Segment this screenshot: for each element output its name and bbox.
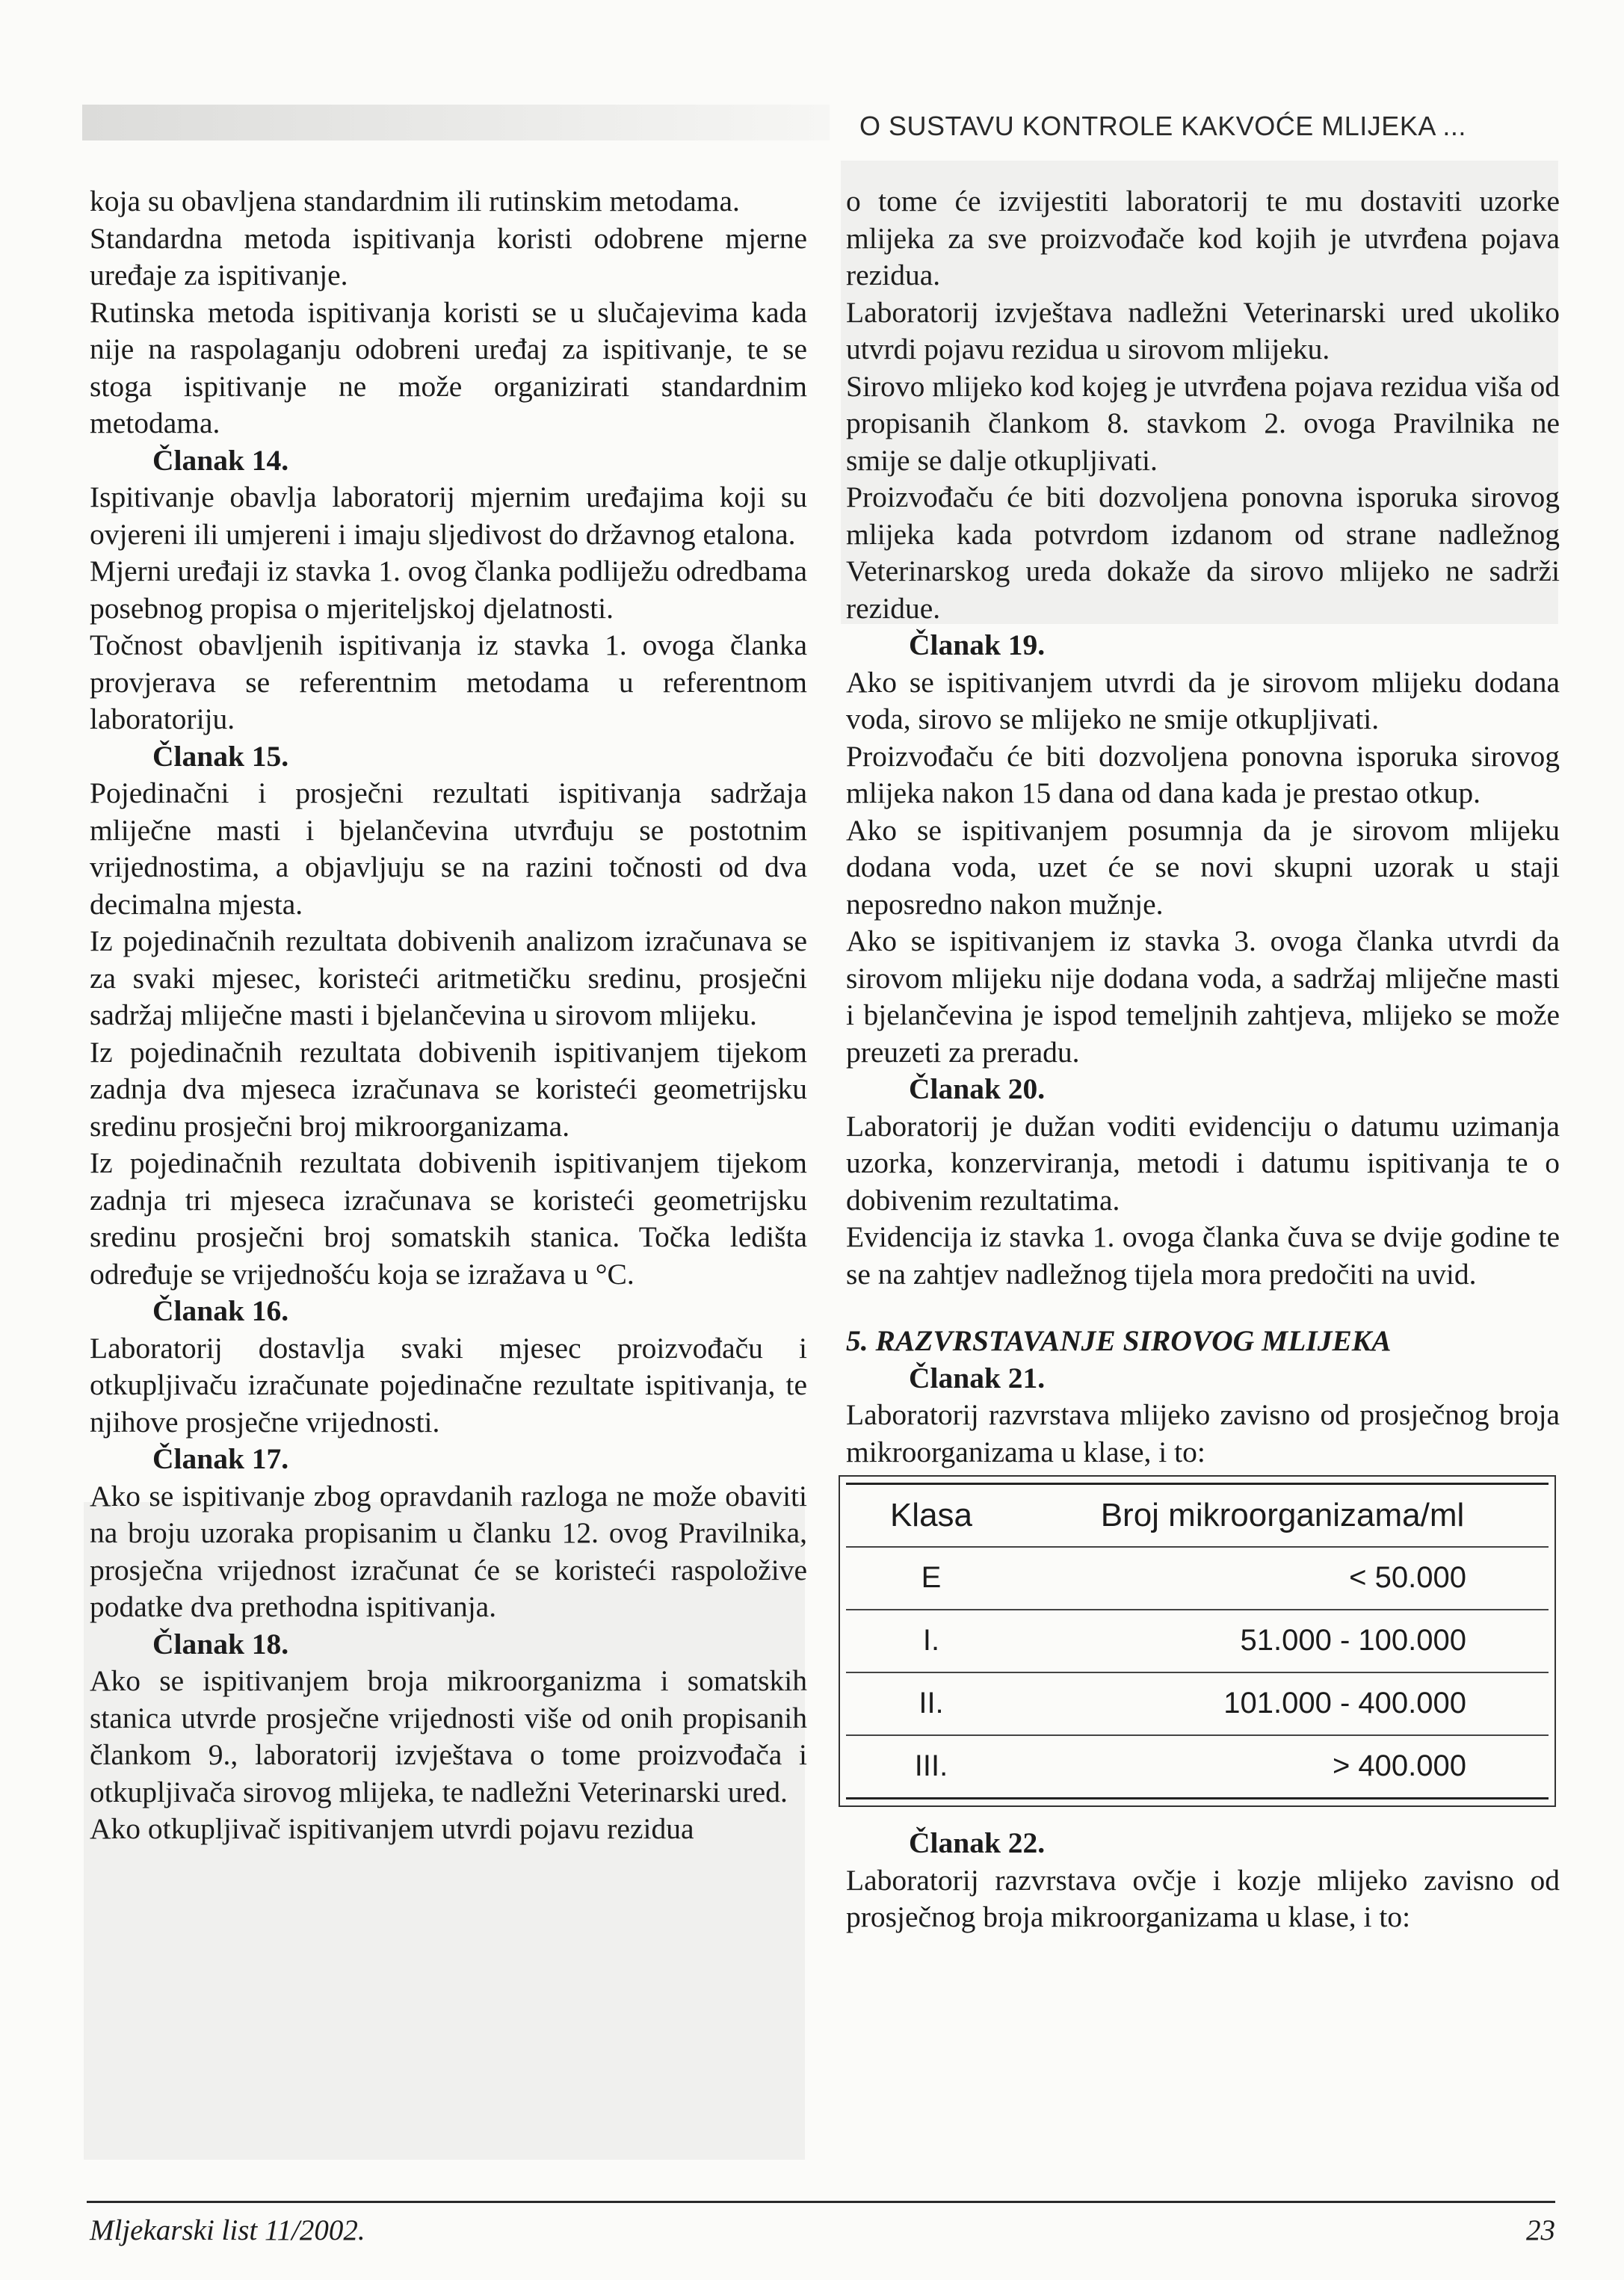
- right-column: [846, 183, 1560, 1936]
- left-column: [90, 183, 807, 1848]
- table-row: [846, 1610, 1549, 1672]
- paragraph: Proizvođaču će biti dozvoljena ponovna isporuka sirovog mlijeka nakon 15 dana od dana kada je prestao otkup.: [846, 739, 1560, 809]
- milk-class-table: [846, 1483, 1549, 1799]
- paragraph: Iz pojedinačnih rezultata dobivenih analizom izračunava se za svaki mjesec, koristeći aritmetičku sredinu, prosječni sadržaj mliječne masti i bjelančevina u sirovom mlijeku.: [90, 924, 807, 1031]
- paragraph: o tome će izvijestiti laboratorij te mu dostaviti uzorke mlijeka za sve proizvođače kod kojih je utvrđena pojava rezidua.: [846, 185, 1560, 291]
- count-cell: < 50.000: [1016, 1547, 1549, 1610]
- table-row: [846, 1547, 1549, 1610]
- paragraph: Rutinska metoda ispitivanja koristi se u slučajevima kada nije na raspolaganju odobreni uređaj za ispitivanje, te se stoga ispitivanje ne može organizirati standardnim metodama.: [90, 295, 807, 439]
- paragraph: Ako se ispitivanje zbog opravdanih razloga ne može obaviti na broju uzoraka propisanim u članku 12. ovog Pravilnika, prosječna vrijednost izračunat će se koristeći raspoložive podatke dva prethodna ispitivanja.: [90, 1479, 807, 1623]
- table-row: [846, 1735, 1549, 1799]
- paragraph: Sirovo mlijeko kod kojeg je utvrđena pojava rezidua viša od propisanih člankom 8. stavkom 2. ovoga Pravilnika ne smije se dalje otkupljivati.: [846, 369, 1560, 477]
- paragraph: Mjerni uređaji iz stavka 1. ovog članka podliježu odredbama posebnog propisa o mjeriteljskoj djelatnosti.: [90, 554, 807, 625]
- count-cell: 101.000 - 400.000: [1016, 1672, 1549, 1735]
- class-cell: II.: [846, 1672, 1016, 1735]
- paragraph: Ako se ispitivanjem broja mikroorganizma i somatskih stanica utvrde prosječne vrijednosti više od onih propisanih člankom 9., laboratorij izvještava o tome proizvođača i otkupljivača sirovog mlijeka, te nadležni Veterinarski ured.: [90, 1664, 807, 1808]
- paragraph: Laboratorij je dužan voditi evidenciju o datumu uzimanja uzorka, konzerviranja, metodi i datumu ispitivanja te o dobivenim rezultatima.: [846, 1109, 1560, 1217]
- article-heading: Članak 20.: [909, 1072, 1046, 1105]
- article-22-text: Laboratorij razvrstava ovčje i kozje mlijeko zavisno od prosječnog broja mikroorganizama u klase, i to:: [846, 1863, 1560, 1933]
- paragraph: Proizvođaču će biti dozvoljena ponovna isporuka sirovog mlijeka kada potvrdom izdanom od strane nadležnog Veterinarskog ureda dokaže da sirovo mlijeko ne sadrži rezidue.: [846, 481, 1560, 625]
- table-header-count: Broj mikroorganizama/ml: [1016, 1484, 1549, 1548]
- table-header-class: Klasa: [846, 1484, 1016, 1548]
- article-heading: Članak 14.: [152, 443, 289, 477]
- paragraph: Iz pojedinačnih rezultata dobivenih ispitivanjem tijekom zadnja tri mjeseca izračunava se koristeći geometrijsku sredinu prosječni broj somatskih stanica. Točka ledišta određuje se vrijednošću koja se izražava u °C.: [90, 1146, 807, 1291]
- footer-rule: [87, 2201, 1555, 2203]
- paragraph: Ako se ispitivanjem posumnja da je sirovom mlijeku dodana voda, uzet će se novi skupni uzorak u staji neposredno nakon mužnje.: [846, 813, 1560, 921]
- journal-citation: Mljekarski list 11/2002.: [90, 2214, 365, 2246]
- count-cell: 51.000 - 100.000: [1016, 1610, 1549, 1672]
- paragraph: Evidencija iz stavka 1. ovoga članka čuva se dvije godine te se na zahtjev nadležnog tijela mora predočiti na uvid.: [846, 1220, 1560, 1291]
- paragraph: Točnost obavljenih ispitivanja iz stavka 1. ovoga članka provjerava se referentnim metodama u referentnom laboratoriju.: [90, 628, 807, 735]
- paragraph: Iz pojedinačnih rezultata dobivenih ispitivanjem tijekom zadnja dva mjeseca izračunava se koristeći geometrijsku sredinu prosječni broj mikroorganizama.: [90, 1035, 807, 1143]
- paragraph: Laboratorij izvještava nadležni Veterinarski ured ukoliko utvrdi pojavu rezidua u sirovom mlijeku.: [846, 295, 1560, 365]
- table-header-row: [846, 1484, 1549, 1548]
- running-header: O SUSTAVU KONTROLE KAKVOĆE MLIJEKA ...: [859, 111, 1466, 141]
- paragraph: Ako se ispitivanjem utvrdi da je sirovom mlijeku dodana voda, sirovo se mlijeko ne smije otkupljivati.: [846, 665, 1560, 735]
- header-shade: [82, 105, 830, 140]
- paragraph: Ako se ispitivanjem iz stavka 3. ovoga članka utvrdi da sirovom mlijeku nije dodana voda, a sadržaj mliječne masti i bjelančevina je ispod temeljnih zahtjeva, mlijeko se može preuzeti za preradu.: [846, 924, 1560, 1069]
- article-heading: Članak 15.: [152, 739, 289, 773]
- paragraph: Standardna metoda ispitivanja koristi odobrene mjerne uređaje za ispitivanje.: [90, 221, 807, 291]
- article-heading: Članak 19.: [909, 628, 1046, 661]
- paragraph: Laboratorij dostavlja svaki mjesec proizvođaču i otkupljivaču izračunate pojedinačne rezultate ispitivanja, te njihove prosječne vrijednosti.: [90, 1331, 807, 1439]
- table-row: [846, 1672, 1549, 1735]
- article-21-intro: Laboratorij razvrstava mlijeko zavisno od prosječnog broja mikroorganizama u klase, i to:: [846, 1398, 1560, 1468]
- article-heading: Članak 16.: [152, 1294, 289, 1327]
- table-body: [846, 1547, 1549, 1799]
- count-cell: > 400.000: [1016, 1735, 1549, 1799]
- class-cell: I.: [846, 1610, 1016, 1672]
- paragraph: Ispitivanje obavlja laboratorij mjernim uređajima koji su ovjereni ili umjereni i imaju sljedivost do državnog etalona.: [90, 481, 807, 551]
- article-heading: Članak 17.: [152, 1442, 289, 1475]
- section-heading: 5. RAZVRSTAVANJE SIROVOG MLIJEKA: [846, 1324, 1392, 1357]
- paragraph: Ako otkupljivač ispitivanjem utvrdi pojavu rezidua: [90, 1812, 694, 1845]
- right-column-articles: [846, 183, 1560, 1293]
- article-heading-22: Članak 22.: [909, 1826, 1046, 1859]
- class-cell: III.: [846, 1735, 1016, 1799]
- paragraph: koja su obavljena standardnim ili rutinskim metodama.: [90, 185, 740, 217]
- class-cell: E: [846, 1547, 1016, 1610]
- page-number: 23: [1526, 2214, 1555, 2246]
- article-heading-21: Članak 21.: [909, 1361, 1046, 1394]
- article-heading: Članak 18.: [152, 1627, 289, 1660]
- paragraph: Pojedinačni i prosječni rezultati ispitivanja sadržaja mliječne masti i bjelančevina utvrđuju se postotnim vrijednostima, a objavljuju se na razini točnosti od dva decimalna mjesta.: [90, 776, 807, 921]
